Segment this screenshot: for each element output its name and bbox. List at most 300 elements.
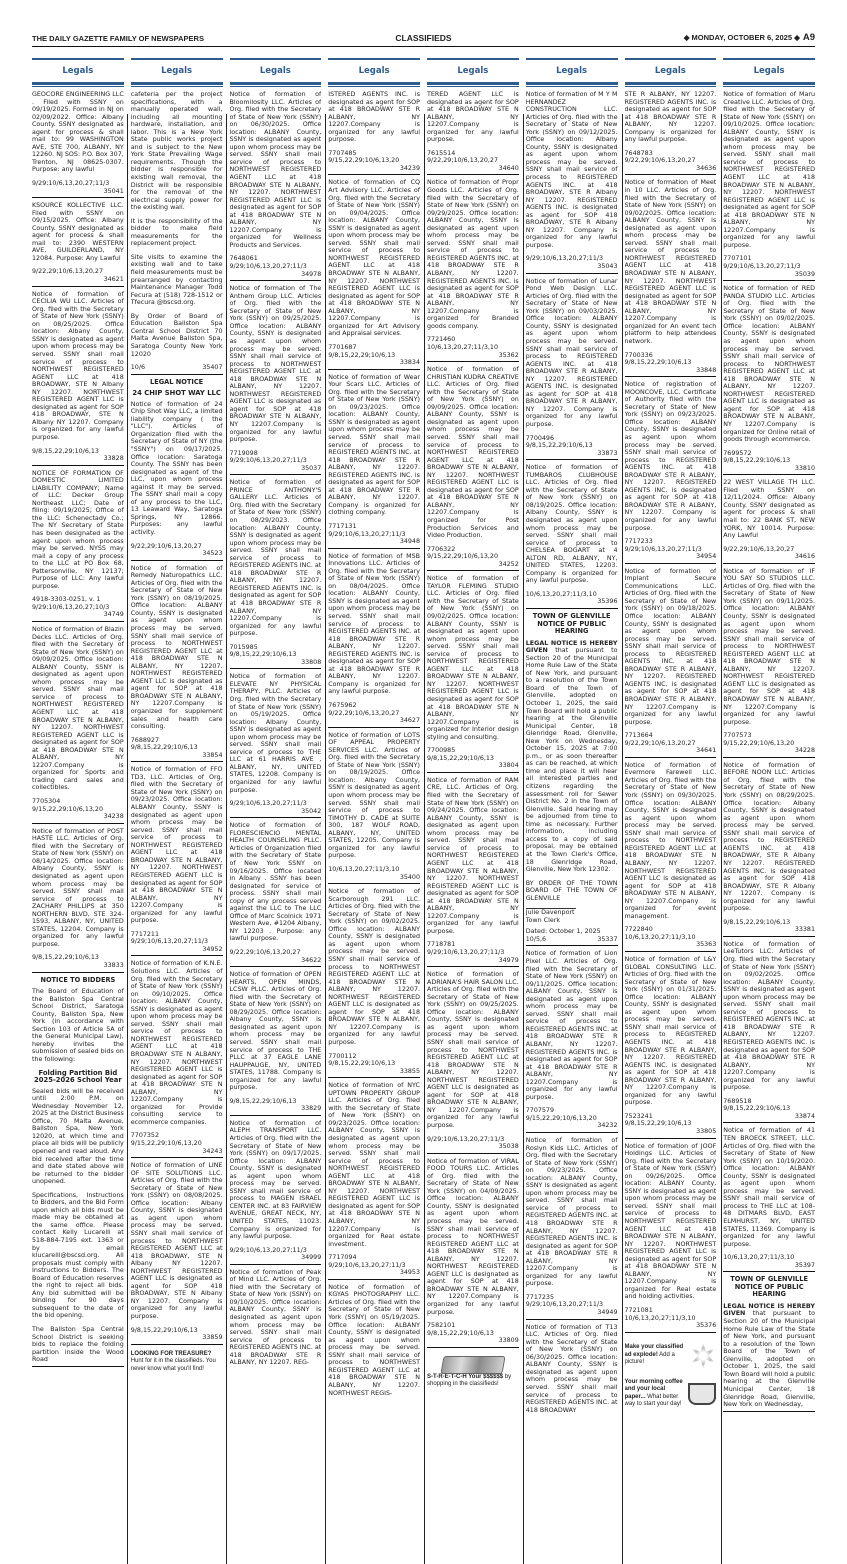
legal-notice	[32, 626, 124, 824]
header-rule	[131, 85, 223, 87]
legal-notice	[230, 285, 322, 475]
notice-title: LEGAL NOTICE	[150, 377, 204, 386]
date-and-page	[684, 32, 815, 43]
dated-line: Dated: October 1, 2025	[525, 928, 601, 936]
header-rule	[625, 85, 717, 87]
notice-body: Notice of formation of RED PANDA STUDIO LLC. Articles of Org. filed with the Secretary of State of New York (SSNY) on 09/02/2025. Office location: ALBANY County, SSNY is designated as agent upon whom process may be served. SSNY shall mail service of process to NORTHWEST REGISTERED AGENT LLC at 418 BROADWAY STE N ALBANY, NY 12207. NORTHWEST REGISTERED AGENT LLC is designated as agent for SOP at 418 BROADWAY STE N ALBANY, NY 12207.Company is organized for Online retail of goods through ecommerce.	[723, 285, 815, 444]
publication-dates: 9/29;10/6,13,20,27;11/3	[624, 545, 702, 553]
notice-body: Notice of formation of BEFORE NOON LLC. Articles of Org. filed with the Secretary of State of New York (SSNY) on 08/29/2025. Office location: Albany County, SSNY is designated as agent upon whom process may be served. SSNY shall mail service of process to REGISTERED AGENTS INC. at 418 BROADWAY, STE R Albany NY 12207. REGISTERED AGENTS INC. is designated as agent for SOP 418 BROADWAY, STE R Albany NY 12207. Company is organized for any lawful purpose.	[723, 761, 815, 913]
publication-dates: 9/22,29;10/6,13,20,27	[624, 739, 696, 747]
starburst-icon	[690, 1343, 716, 1369]
classified-ad	[131, 1351, 223, 1374]
reference-number: 34979	[498, 956, 519, 964]
notice-body: Notice of formation of Blazin Decks LLC. Articles of Org. filed with the Secretary of State of New York (SSNY) on 09/09/2025. Office location: ALBANY County, SSNY is designated as agent upon whom process may be served. SSNY shall mail service of process to NORTHWEST REGISTERED AGENT LLC at 418 BROADWAY STE N ALBANY, NY 12207. NORTHWEST REGISTERED AGENT LLC is designated as agent for SOP at 418 BROADWAY STE N ALBANY, NY 12207.Company is organized for Sports and trading card sales and collectibles.	[32, 626, 124, 792]
notice-subtitle: Folding Partition Bid 2025-2026 School Year	[34, 1068, 122, 1085]
column-divider	[325, 114, 326, 1564]
notice-body: Notice of formation of ALEPH TRANSPORT LLC. Articles of Org. filed with the Secretary of State of New York (SSNY) on 09/17/2025. Office location: ALBANY County, SSNY is designated as agent upon whom process may be served. SSNY shall mail service of process to MAGEN ISRAEL CENTER INC. at 83 FAIRVIEW AVENUE, GREAT NECK, NY, UNITED STATES, 11023. Company is organized for any lawful purpose.	[229, 1119, 322, 1241]
notice-code: 7707579	[525, 1107, 555, 1115]
legal-notice	[328, 374, 420, 549]
notice-code: 7722840	[624, 926, 653, 934]
notice-code: 7717235	[525, 1293, 555, 1301]
reference-number: 34636	[696, 164, 717, 172]
ad-text	[625, 1379, 687, 1409]
legal-notice	[526, 278, 618, 461]
notice-paragraph: Specifications, Instructions to Bidders, and the Bid Form upon which all bids must be made may be obtained at the same office. Please contact Kelly Lucarelli at 518-884-7195 ext. 1363 or by email klucarelli@bscsd.org. All proposals must comply with Instructions to Bidders. The Board of Education reserves the right to reject all bids. Any bid submitted will be binding for 90 days subsequent to the date of the bid opening.	[32, 1191, 124, 1320]
reference-number: 34622	[301, 956, 322, 964]
signer-title: Town Clerk	[525, 916, 561, 924]
notice-code: 7523241	[624, 1112, 653, 1120]
publication-dates: 9/8,15,22,29;10/6,13	[328, 1060, 396, 1068]
reference-number: 35397	[794, 1261, 815, 1269]
publication-dates: 9/8,15,22,29;10/6,13	[229, 651, 297, 659]
reference-number: 33834	[399, 359, 420, 367]
notice-body: Notice of formation of Maru Creative LLC. Articles of Org. filed with the Secretary of State of New York (SSNY) on 09/10/2025. Office location: ALBANY County, SSNY is designated as agent upon whom process may be served. SSNY shall mail service of process to NORTHWEST REGISTERED AGENT LLC at 418 BROADWAY STE N ALBANY, NY 12207. NORTHWEST REGISTERED AGENT LLC is designated as agent for SOP at 418 BROADWAY STE N ALBANY, NY 12207.Company is organized for any lawful purpose.	[723, 91, 815, 249]
column-divider	[622, 114, 623, 1564]
notice-code: 7689518	[723, 1097, 752, 1105]
reference-number: 35376	[696, 1322, 717, 1330]
legal-notice	[526, 950, 618, 1133]
legal-notice	[427, 971, 519, 1154]
legal-notice	[723, 941, 815, 1124]
legal-notice	[230, 479, 322, 669]
reference-number: 34616	[794, 553, 815, 561]
publication-dates: 10/6,13,20,27;11/3,10	[525, 590, 597, 598]
reference-number: 33855	[399, 1067, 420, 1075]
notice-code: 7015985	[229, 643, 258, 651]
notice-code: 7615514	[427, 149, 456, 157]
publication-dates: 9/29;10/6,13,20,27;11/3	[525, 1301, 604, 1309]
notice-body: Notice of formation of Peak of Mind LLC. Articles of Org. filed with the Secretary of State of New York (SSNY) on 09/10/2025. Office location: ALBANY County, SSNY is designated as agent upon whom process may be served. SSNY shall mail service of process to REGISTERED AGENTS INC. at 418 BROADWAY STE R ALBANY, NY 12207. REG-	[229, 1268, 322, 1367]
notice-body: Notice of formation of LOTS OF APPEAL PROPERTY SERVICES LLC. Articles of Org. filed with the Secretary of State of New York (SSNY) on 08/19/2025. Office location: Albany County, SSNY is designated as agent upon whom process may be served. SSNY shall mail service of process to TIMOTHY D. CADE at SUITE 300, 187 WOLF ROAD, ALBANY, NY, UNITED STATES, 12205. Company is organized for any lawful purpose.	[328, 731, 420, 860]
publication-dates: 9/8,15,22,29;10/6,13	[624, 359, 692, 367]
classified-ad	[625, 1343, 717, 1369]
reference-number: 33805	[696, 1128, 717, 1135]
notice-body: Notice of formation of CHRISTIAN KUDRA CREATIVE LLC. Articles of Org. filed with the Secretary of State of New York (SSNY) on 09/09/2025. Office location: ALBANY County, SSNY is designated as agent upon whom process may be served. SSNY shall mail service of process to NORTHWEST REGISTERED AGENT LLC at 418 BROADWAY STE N ALBANY, NY 12207. NORTHWEST REGISTERED AGENT LLC is designated as agent for SOP at 418 BROADWAY STE N ALBANY, NY 12207.Company is organized for Post Production Services and Video Production.	[427, 366, 519, 540]
publication-name: THE DAILY GAZETTE FAMILY OF NEWSPAPERS	[32, 34, 204, 43]
legal-notice	[131, 766, 223, 956]
notice-code: 4918-3303-0251, v. 1	[32, 596, 101, 604]
publication-dates: 9/29;10/6,13,20,27;11/3	[723, 263, 801, 271]
legal-notice	[328, 91, 420, 175]
legals-column	[32, 54, 124, 1514]
legal-notice	[328, 553, 420, 728]
notice-body: Notice of formation of K.N.E. Solutions LLC. Articles of Org. filed with the Secretary of State of New York (SSNY) on 09/10/2025. Office location: ALBANY County, SSNY is designated as agent upon whom process may be served. SSNY shall mail service of process to NORTHWEST REGISTERED AGENT LLC at 418 BROADWAY STE N ALBANY, NY 12207. NORTHWEST REGISTERED AGENT LLC is designated as agent for SOP at 418 BROADWAY STE N ALBANY, NY 12207.Company is organized for Provide consulting service to ecommerce companies.	[130, 960, 223, 1126]
notice-paragraph: The Board of Education of the Ballston Spa Central School District, Saratoga County, Ballston Spa, New York (in accordance with Section 103 of Article 5A of the General Municipal Law), hereby invites the submission of sealed bids on the following:	[32, 988, 124, 1063]
notice-code: 7718781	[427, 941, 456, 949]
publication-dates: 9/22,29;10/6,13,20,27	[723, 545, 795, 553]
publication-dates: 9/8,15,22,29;10/6,13	[427, 1329, 494, 1337]
notice-body: Notice of formation of Remedy Naturopathics LLC. Articles of Org. filed with the Secretary of State of New York (SSNY) on 08/19/2025. Office location: ALBANY County, SSNY is designated as agent upon whom process may be served. SSNY shall mail service of process to NORTHWEST REGISTERED AGENT LLC at 418 BROADWAY STE N ALBANY, NY 12207. NORTHWEST REGISTERED AGENT LLC is designated as agent for SOP at 418 BROADWAY STE N ALBANY, NY 12207.Company is organized for supplement sales and health care consulting.	[130, 564, 223, 731]
notice-code: 7717211	[130, 930, 160, 938]
notice-code: 7582101	[427, 1322, 456, 1330]
publication-dates: 9/15,22,29;10/6,13,20	[427, 553, 498, 561]
legals-column	[723, 54, 815, 1514]
reference-number: 33804	[498, 762, 519, 770]
notice-code: 7648061	[229, 255, 258, 263]
notice-paragraph: By Order of Board of Education Ballston Spa Central School District 70 Malta Avenue Ballston Spa, Saratoga County New York 12020	[130, 312, 223, 358]
notice-code: 7688927	[130, 736, 160, 744]
reference-number: 34640	[498, 164, 519, 172]
column-header: Legals	[625, 58, 717, 85]
ad-headline: Your morning coffee and your local paper...	[624, 1378, 683, 1400]
notice-code: 7675962	[328, 702, 357, 710]
notice-code: 7721460	[427, 336, 456, 344]
page-number: A9	[802, 32, 815, 43]
notice-body: Notice of formation of CECILIA WU LLC. Articles of Org. filed with the Secretary of State of New York (SSNY) on 08/25/2025. Office location: Albany County, SSNY is designated as agent upon whom process may be served. SSNY shall mail service of process to NORTHWEST REGISTERED AGENT LLC at 418 BROADWAY, STE N Albany NY 12207. NORTHWEST REGISTERED AGENT LLC is designated as agent for SOP 418 BROADWAY, STE N Albany NY 12207. Company is organized for any lawful purpose.	[32, 290, 124, 441]
notice-code: 7719098	[229, 449, 258, 457]
notice-body: Notice of formation of RAM CRE, LLC. Articles of Org. filed with the Secretary of State of New York (SSNY) on 09/24/2025. Office location: ALBANY County, SSNY is designated as agent upon whom process may be served. SSNY shall mail service of process to NORTHWEST REGISTERED AGENT LLC at 418 BROADWAY STE N ALBANY, NY 12207. NORTHWEST REGISTERED AGENT LLC is designated as agent for SOP at 418 BROADWAY STE N ALBANY, NY 12207.Company is organized for any lawful purpose.	[427, 776, 519, 935]
notice-body: Notice of formation of LeeTutors LLC. Articles of Org. filed with the Secretary of State of New York (SSNY) on 09/02/2025. Office location: ALBANY County, SSNY is designated as agent upon whom process may be served. SSNY shall mail service of process to REGISTERED AGENTS INC. at 418 BROADWAY STE R ALBANY, NY 12207. REGISTERED AGENTS INC. is designated as agent for SOP at 418 BROADWAY STE R ALBANY, NY 12207.Company is organized for any lawful purpose.	[723, 940, 815, 1092]
legal-notice	[526, 1137, 618, 1320]
notice-body: Notice of formation of MSB Innovations LLC. Articles of Org. filed with the Secretary of State of New York (SSNY) on 08/04/2025. Office location: ALBANY County, SSNY is designated as agent upon whom process may be served. SSNY shall mail service of process to REGISTERED AGENTS INC. at 418 BROADWAY STE R ALBANY, NY 12207. REGISTERED AGENTS INC. is designated as agent for SOP at 418 BROADWAY STE R ALBANY, NY 12207. Company is organized for any lawful purpose.	[328, 552, 420, 696]
publication-dates: 9/29;10/6,13,20,27;11/3	[427, 1135, 505, 1143]
legal-notice	[131, 565, 223, 763]
notice-body: GEOCORE ENGINEERING LLC . Filed with SSNY on 09/19/2025. Formed in NJ on 02/09/2022. Office: Albany County. SSNY designated as agent for process & shall mail to: 99 WASHINGTON AVE, STE 700, ALBANY, NY 12260. NJ SOS: P.O. Box 307, Trenton, NJ 08625-0307. Purpose: any lawful	[32, 91, 124, 174]
legal-notice	[32, 291, 124, 466]
notice-body: Notice of formation of Implant Secure Communications LLC. Articles of Org. filed with the Secretary of State of New York (SSNY) on 09/18/2025. Office location: ALBANY County, SSNY is designated as agent upon whom process may be served. SSNY shall mail service of process to REGISTERED AGENTS INC. at 418 BROADWAY STE R ALBANY, NY 12207. REGISTERED AGENTS INC. is designated as agent for SOP at 418 BROADWAY STE R ALBANY, NY 12207.Company is organized for any lawful purpose.	[624, 567, 717, 726]
legal-notice	[723, 91, 815, 281]
reference-number: 34238	[103, 813, 124, 821]
notice-paragraph: Site visits to examine the existing wall and to take field measurements must be prearranged by contacting Maintenance Manager Todd Fecura at (518) 728-1512 or Tfecura @bscsd.org.	[130, 253, 223, 307]
publication-dates: 9/8,15,22,29;10/6,13	[723, 918, 791, 926]
notice-text: that pursuant to Section 20 of the Municipal Home Rule Law of the State of New York, and pursuant to a resolution of the Town Board of the Town of Glenville, adopted on October 1, 2025, the said Town Board will hold a public hearing at the Glenville Municipal Center, 18 Glenridge Road, Glenville, New York on Wednesday,	[723, 1310, 815, 1409]
reference-number: 34999	[301, 1254, 322, 1262]
ad-text	[427, 1374, 519, 1389]
publication-dates: 9/29;10/6,13,20,27;11/3	[130, 938, 209, 946]
legal-notice	[32, 828, 124, 973]
publication-dates: 9/15,22,29;10/6,13,20	[328, 157, 400, 165]
publication-dates: 9/29;10/6,13,20,27;11/3	[229, 457, 307, 465]
reference-number: 35362	[498, 351, 519, 359]
reference-number: 34232	[597, 1122, 618, 1130]
legal-notice	[427, 575, 519, 773]
column-divider	[226, 114, 227, 1564]
publication-dates: 10/6,13,20,27;11/3,10	[427, 343, 498, 351]
reference-number: 33833	[103, 961, 124, 969]
ad-body: What better way to start your day!	[624, 1393, 682, 1408]
coffee-cup-icon	[688, 1383, 716, 1405]
legal-notice	[625, 1143, 717, 1333]
notice-body: Notice of formation of FLORESCIENCIO MENTAL HEALTH COUNSELING PLLC. Articles of Organization filed with the Secretary of State of New York SSNY on 09/16/2025. Office located in Albany . SSNY has been designated for service of process. SSNY shall mail copy of any process served against the LLC to The LLC Office of Marc Scolnick 1971 Western Ave, #1204 Albany, NY 12203 . Purpose: any lawful purpose.	[229, 822, 322, 943]
publication-dates: 10/6,13,20,27;11/3,10	[624, 1314, 696, 1322]
legals-column	[526, 54, 618, 1514]
reference-number: 34621	[103, 276, 124, 284]
notice-body: Notice of formation of Meet in 10 LLC. Articles of Org. filed with the Secretary of State of New York (SSNY) on 09/02/2025. Office location: ALBANY County, SSNY is designated as agent upon whom process may be served. SSNY shall mail service of process to NORTHWEST REGISTERED AGENT LLC at 418 BROADWAY STE N ALBANY, NY 12207. NORTHWEST REGISTERED AGENT LLC is designated as agent for SOP at 418 BROADWAY STE N ALBANY, NY 12207.Company is organized for An event tech platform to help attendees network.	[624, 179, 717, 345]
ad-text	[625, 1344, 687, 1367]
legal-notice	[32, 470, 124, 622]
notice-body: KSOURCE KOLLECTIVE LLC. Filed with SSNY on 09/15/2025. Office: Albany County. SSNY designated as agent for process & shall mail to: 2390 WESTERN AVE, GUILDERLAND, NY 12084. Purpose: Any Lawful	[32, 202, 124, 262]
notice-code: 7700112	[328, 1052, 357, 1060]
reference-number: 34949	[597, 1309, 618, 1317]
notice-body: Notice of formation of The Anthem Group LLC. Articles of Org. filed with the Secretary of State of New York (SSNY) on 09/25/2025. Office location: ALBANY County, SSNY is designated as agent upon whom process may be served. SSNY shall mail service of process to NORTHWEST REGISTERED AGENT LLC at 418 BROADWAY STE N ALBANY, NY 12207. NORTHWEST REGISTERED AGENT LLC is designated as agent for SOP at 418 BROADWAY STE N ALBANY, NY 12207.Company is organized for any lawful purpose.	[229, 285, 322, 444]
publication-dates: 9/15,22,29;10/6,13,20	[32, 805, 103, 813]
header-rule	[328, 85, 420, 87]
header-rule	[230, 85, 322, 87]
notice-body: STE R ALBANY, NY 12207. REGISTERED AGENTS INC. is designated as agent for SOP at 418 BROADWAY STE R ALBANY, NY 12207. Company is organized for any lawful purpose.	[624, 91, 717, 144]
reference-number: 35041	[103, 187, 124, 195]
reference-number: 34948	[399, 538, 420, 546]
publication-dates: 9/29;10/6,13,20,27;11/3	[32, 180, 110, 188]
reference-number: 35039	[794, 270, 815, 278]
reference-number: 34953	[399, 1269, 420, 1277]
publication-dates: 9/29;10/6,13,20,27;11/3	[229, 1246, 307, 1254]
legals-column	[230, 54, 322, 1514]
header-rule	[32, 85, 124, 87]
reference-number: 35396	[597, 598, 618, 606]
notice-code: 7717233	[624, 538, 653, 546]
reference-number: 34952	[202, 945, 223, 953]
notice-code: 7701687	[328, 343, 357, 351]
notice-body: Notice of formation of Scarborough 291 LLC. Articles of Org. filed with the Secretary of State of New York (SSNY) on 09/02/2025. Office location: ALBANY County, SSNY is designated as agent upon whom process may be served. SSNY shall mail service of process to NORTHWEST REGISTERED AGENT LLC at 418 BROADWAY STE N ALBANY, NY 12207. NORTHWEST REGISTERED AGENT LLC is designated as agent for SOP at 418 BROADWAY STE N ALBANY, NY 12207.Company is organized for any lawful purpose.	[328, 888, 420, 1046]
notice-body: Notice of formation of FFO TD3, LLC. Articles of Org. filed with the Secretary of State of New York (SSNY) on 09/23/2025. Office location: ALBANY County, SSNY is designated as agent upon whom process may be served. SSNY shall mail service of process to NORTHWEST REGISTERED AGENT LLC at 418 BROADWAY STE N ALBANY, NY 12207. NORTHWEST REGISTERED AGENT LLC is designated as agent for SOP at 418 BROADWAY STE N ALBANY, NY 12207.Company is organized for any lawful purpose.	[130, 766, 223, 925]
notice-code: 7700336	[624, 351, 653, 359]
legal-notice	[723, 285, 815, 475]
legal-notice	[427, 366, 519, 571]
legal-notice	[328, 732, 420, 884]
notice-code: 7707485	[328, 149, 357, 157]
publication-dates: 9/29;10/6,13,20,27;11/3	[525, 255, 604, 263]
notice-body: Notice of formation of PRINCE ANTHONY'S GALLERY LLC. Articles of Org. filed with the Secretary of State of New York (SSNY) on 08/29/2023. Office location: ALBANY County, SSNY is designated as agent upon whom process may be served. SSNY shall mail service of process to REGISTERED AGENTS INC. at 418 BROADWAY STE R ALBANY, NY 12207. REGISTERED AGENTS INC. is designated as agent for SOP at 418 BROADWAY STE R ALBANY, NY 12207.Company is organized for any lawful purpose.	[229, 479, 322, 638]
notice-paragraph: The Ballston Spa Central School District is seeking bids to replace the folding partition inside the Wood Road	[32, 1326, 124, 1364]
reference-number: 33873	[597, 449, 618, 457]
legal-notice	[526, 464, 618, 609]
legal-notice	[328, 1284, 420, 1399]
publication-dates: 10/6,13,20,27;11/3,10	[328, 865, 400, 873]
notice-footer	[526, 936, 618, 944]
publication-dates: 9/22,29;10/6,13,20,27	[32, 268, 103, 276]
notice-body: Notice of formation of Bloomilosity LLC. Articles of Org. filed with the Secretary of State of New York (SSNY) on 06/30/2025. Office location: ALBANY County, SSNY is designated as agent upon whom process may be served. SSNY shall mail service of process to NORTHWEST REGISTERED AGENT LLC at 418 BROADWAY STE N ALBANY, NY 12207. NORTHWEST REGISTERED AGENT LLC is designated as agent for SOP at 418 BROADWAY STE N ALBANY, NY 12207.Company is organized for Wellness Products and Services.	[229, 91, 322, 249]
notice-code: 7706322	[427, 545, 456, 553]
legal-notice	[625, 568, 717, 758]
legal-notice	[230, 1120, 322, 1265]
column-header: Legals	[526, 58, 618, 85]
publication-dates: 9/8,15,22,29;10/6,13	[723, 457, 791, 465]
reference-number: 35363	[696, 941, 717, 949]
notice-body: Notice of formation of Propr Goods LLC. Articles of Org. filed with the Secretary of State of New York (SSNY) on 09/29/2025. Office location: ALBANY County, SSNY is designated as agent upon whom process may be served. SSNY shall mail service of process to REGISTERED AGENTS INC. at 418 BROADWAY STE R ALBANY, NY 12207. REGISTERED AGENTS INC. is designated as agent for SOP at 418 BROADWAY STE R ALBANY, NY 12207.Company is organized for Branded goods company.	[427, 179, 519, 330]
publication-dates: 9/29;10/6,13,20,27;11/3	[328, 530, 406, 538]
publication-dates: 9/15,22,29;10/6,13,20	[525, 1114, 597, 1122]
notice-code: 7700496	[525, 434, 555, 442]
notice-body: Notice of formation of M Y M HERNANDEZ CONSTRUCTION LLC. Articles of Org. filed with the Secretary of State of New York (SSNY) on 09/12/2025. Office location: Albany County, SSNY is designated as agent upon whom process may be served. SSNY shall mail service of process to REGISTERED AGENTS INC. at 418 BROADWAY, STE R Albany NY 12207. REGISTERED AGENTS INC. is designated as agent for SOP 418 BROADWAY, STE R Albany NY 12207. Company is organized for any lawful purpose.	[525, 91, 618, 249]
ad-headline: Make your classified ad explode!	[624, 1344, 684, 1358]
publication-dates: 9/22,29;10/6,13,20,27	[130, 542, 202, 550]
dollar-bill-icon	[427, 1356, 519, 1374]
notice-body: Notice of formation of IF YOU SAY SO STUDIOS LLC. Articles of Org. filed with the Secretary of State of New York (SSNY) on 09/11/2025. Office location: ALBANY County, SSNY is designated as agent upon whom process may be served. SSNY shall mail service of process to NORTHWEST REGISTERED AGENT LLC at 418 BROADWAY STE N ALBANY, NY 12207. NORTHWEST REGISTERED AGENT LLC is designated as agent for SOP at 418 BROADWAY STE N ALBANY, NY 12207.Company is organized for any lawful purpose.	[723, 567, 815, 726]
legal-notice	[625, 762, 717, 952]
notice-body: Notice of formation of POST HASTE LLC. Articles of Org. filed with the Secretary of State of New York (SSNY) on 08/14/2025. Office location: Albany County, SSNY is designated as agent upon whom process may be served. SSNY shall mail service of process to ZACHARY PHILLIPS at 350 NORTHERN BLVD, STE 324-1593, ALBANY, NY, UNITED STATES, 12204. Company is organized for any lawful purpose.	[32, 827, 124, 948]
notice-code: 7705304	[32, 798, 61, 806]
notice-body: Notice of formation of Lion Pixel LLC. Articles of Org. filed with the Secretary of State of New York (SSNY) on 09/11/2025. Office location: ALBANY County, SSNY is designated as agent upon whom process may be served. SSNY shall mail service of process to REGISTERED AGENTS INC. at 418 BROADWAY STE R ALBANY, NY 12207. REGISTERED AGENTS INC. is designated as agent for SOP at 418 BROADWAY STE R ALBANY, NY 12207.Company is organized for any lawful purpose.	[525, 950, 618, 1101]
legals-columns	[32, 54, 822, 1514]
legal-notice	[625, 381, 717, 564]
ad-headline: LOOKING FOR TREASURE?	[130, 1350, 212, 1357]
publication-dates: 9/29;10/6,13,20,27;11/3	[427, 948, 505, 956]
reference-number: 33859	[202, 1334, 223, 1342]
issue-date: ◆ MONDAY, OCTOBER 6, 2025 ◆	[683, 33, 800, 42]
reference-number: 35038	[498, 1143, 519, 1151]
publication-dates: 9/29;10/6,13,20,27;10/3	[32, 603, 110, 611]
notice-code: 7707101	[723, 255, 752, 263]
reference-number: 33808	[301, 658, 322, 666]
publication-dates: 9/8,15,22,29;10/6,13	[130, 744, 198, 752]
notice-body: Notice of formation of JOOF Holdings LLC. Articles of Org. filed with the Secretary of State of New York (SSNY) on 09/26/2025. Office location: ALBANY County, SSNY is designated as agent upon whom process may be served. SSNY shall mail service of process to NORTHWEST REGISTERED AGENT LLC at 418 BROADWAY STE N ALBANY, NY 12207. NORTHWEST REGISTERED AGENT LLC is designated as agent for SOP at 418 BROADWAY STE N ALBANY, NY 12207.Company is organized for Real estate and holding activities.	[624, 1142, 717, 1301]
notice-body: Notice of formation of L&Y GLOBAL CONSULTING LLC. Articles of Org. filed with the Secretary of State of New York (SSNY) on 01/31/2025. Office location: ALBANY County, SSNY is designated as agent upon whom process may be served. SSNY shall mail service of process to REGISTERED AGENTS INC. at 418 BROADWAY STE R ALBANY, NY 12207. REGISTERED AGENTS INC. is designated as agent for SOP at 418 BROADWAY STE R ALBANY, NY 12207.Company is organized for any lawful purpose.	[624, 955, 717, 1107]
notice-code: 7721081	[624, 1307, 653, 1315]
column-divider	[424, 114, 425, 1564]
legal-notice	[723, 762, 815, 937]
notice-code: 7717131	[328, 522, 357, 530]
reference-number: 34641	[696, 747, 717, 755]
notice-body: Notice of formation of Evermore Farewell LLC. Articles of Org. filed with the Secretary of State of New York (SSNY) on 09/30/2025. Office location: ALBANY County, SSNY is designated as agent upon whom process may be served. SSNY shall mail service of process to NORTHWEST REGISTERED AGENT LLC at 418 BROADWAY STE N ALBANY, NY 12207. NORTHWEST REGISTERED AGENT LLC is designated as agent for SOP at 418 BROADWAY STE N ALBANY, NY 12207.Company is organized for event management.	[624, 761, 717, 920]
legal-notice	[131, 379, 223, 561]
reference-number: 34252	[498, 560, 519, 568]
notice-body: Notice of formation of OPEN HEARTS, OPEN MINDS, LCSW PLLC. Articles of Org. filed with the Secretary of State of New York (SSNY) on 08/29/2025. Office location: Albany County, SSNY is designated as agent upon whom process may be served. SSNY shall mail service of process to THE PLLC at 37 EAGLE LANE HAUPPAUGE, NY, UNITED STATES, 11788. Company is organized for any lawful purpose.	[229, 971, 322, 1092]
notice-body: Notice of formation of KGYAS PHOTOGRAPHY LLC. Articles of Org. filed with the Secretary of State of New York (SSNY) on 05/19/2025. Office location: ALBANY County, SSNY is designated as agent upon whom process may be served. SSNY shall mail service of process to NORTHWEST REGISTERED AGENT LLC at 418 BROADWAY STE N ALBANY, NY 12207. NORTHWEST REGIS-	[328, 1283, 420, 1397]
reference-number: 34978	[301, 270, 322, 278]
legal-notice	[328, 1082, 420, 1280]
legal-notice	[427, 777, 519, 967]
publication-dates: 9/8,15,22,29;10/6,13	[427, 754, 494, 762]
legal-notice	[526, 1324, 618, 1417]
notice-body: Notice of formation of TAYLOR FLEMING STUDIO LLC. Articles of Org. filed with the Secretary of State of New York (SSNY) on 09/02/2025. Office location: ALBANY County, SSNY is designated as agent upon whom process may be served. SSNY shall mail service of process to NORTHWEST REGISTERED AGENT LLC at 418 BROADWAY STE N ALBANY, NY 12207. NORTHWEST REGISTERED AGENT LLC is designated as agent for SOP at 418 BROADWAY STE N ALBANY, NY 12207.Company is organized for Interior design styling and consulting.	[427, 575, 519, 741]
reference-number: 33809	[498, 1337, 519, 1345]
notice-code: 7707573	[723, 732, 752, 740]
ad-text	[131, 1351, 223, 1374]
reference-number: 34523	[202, 550, 223, 558]
reference-number: 34749	[103, 611, 124, 619]
dollar-bill-image	[440, 1356, 505, 1374]
legal-notice	[723, 479, 815, 563]
column-header: Legals	[328, 58, 420, 85]
legal-notice	[32, 977, 124, 1367]
masthead	[32, 28, 815, 47]
legal-notice	[328, 888, 420, 1078]
notice-code: 7700985	[427, 747, 456, 755]
reference-number: 34627	[399, 717, 420, 725]
legals-column	[131, 54, 223, 1514]
reference-number: 34239	[399, 164, 420, 172]
legal-notice	[131, 91, 223, 375]
notice-body: Notice of formation of 41 TEN BROECK STREET, LLC. Articles of Org. filed with the Secretary of State of New York (SSNY) on 10/19/2020. Office location: ALBANY County, SSNY is designated as agent upon whom process may be served. SSNY shall mail service of process to THE LLC at 108-48 DITMARS BLVD, EAST ELMHURST, NY, UNITED STATES, 11369. Company is organized for any lawful purpose.	[723, 1127, 815, 1248]
publication-dates: 10/5,6	[525, 935, 547, 943]
legal-notice	[526, 613, 618, 946]
notice-body: Notice of formation of ELEVATE NY PHYSICAL THERAPY, PLLC. Articles of Org. filed with the Secretary of State of New York (SSNY) on 05/19/2025. Office location: Albany County, SSNY is designated as agent upon whom process may be served. SSNY shall mail service of process to THE LLC at 61 HARRIS AVE , ALBANY, NY, UNITED STATES, 12208. Company is organized for any lawful purpose.	[229, 673, 322, 794]
reference-number: 33829	[301, 1105, 322, 1113]
legal-notice	[427, 1158, 519, 1348]
notice-body: Notice of formation of Roslyn Kids LLC. Articles of Org. filed with the Secretary of State of New York (SSNY) on 09/23/2025. Office location: ALBANY County, SSNY is designated as agent upon whom process may be served. SSNY shall mail service of process to REGISTERED AGENTS INC. at 418 BROADWAY STE R ALBANY, NY 12207. REGISTERED AGENTS INC. is designated as agent for SOP at 418 BROADWAY STE R ALBANY, NY 12207.Company is organized for any lawful purpose.	[525, 1137, 618, 1288]
publication-dates: 10/6,13,20,27;11/3,10	[624, 933, 696, 941]
legal-notice	[230, 1269, 322, 1369]
notice-body: 22 WEST VILLAGE TH LLC. Filed with SSNY on 12/11/2024. Office: Albany County. SSNY designated as agent for process & shall mail to: 22 BANK ST, NEW YORK, NY 10014. Purpose: Any Lawful	[723, 479, 815, 540]
reference-number: 33874	[794, 1112, 815, 1120]
notice-body	[526, 640, 618, 874]
notice-paragraph: Sealed bids will be received until 2:00 P.M. on Wednesday November 12, 2025 at the District Business Office, 70 Malta Avenue, Ballston Spa, New York 12020, at which time and place all bids will be publicly opened and read aloud. Any bid received after the time and date stated above will be returned to the bidder unopened.	[32, 1087, 124, 1186]
legal-notice	[230, 971, 322, 1116]
notice-title: TOWN OF GLENVILLE NOTICE OF PUBLIC HEARING	[532, 612, 611, 636]
notice-text: that pursuant to Section 20 of the Municipal Home Rule Law of the State of New York, and pursuant to a resolution of the Town Board of the Town of Glenville, adopted on October 1, 2025, the said Town Board will hold a public hearing at the Glenville Municipal Center, 18 Glenridge Road, Glenville, New York on Wednesday, October 15, 2025 at 7:00 p.m., or as soon thereafter as can be reached, at which time and place it will hear all interested parties and citizens regarding the assessment roll for Sewer District No. 2 in the Town of Glenville. Said hearing may be adjourned from time to time as necessary. Further information, including access to a copy of said proposal, may be obtained at the Town Clerk's Office, 18 Glenridge Road, Glenville, New York 12302.	[525, 647, 618, 874]
section-title: CLASSIFIEDS	[395, 33, 452, 43]
notice-body: TERED AGENT LLC is designated as agent for SOP at 418 BROADWAY STE N ALBANY, NY 12207.Company is organized for any lawful purpose.	[427, 91, 519, 144]
legals-column	[328, 54, 420, 1514]
legal-notice	[723, 1276, 815, 1411]
reference-number: 34954	[696, 553, 717, 561]
notice-body: Notice of formation of CQ Art Advisory LLC. Articles of Org. filed with the Secretary of State of New York (SSNY) on 09/04/2025. Office location: ALBANY County, SSNY is designated as agent upon whom process may be served. SSNY shall mail service of process to NORTHWEST REGISTERED AGENT LLC at 418 BROADWAY STE N ALBANY, NY 12207. NORTHWEST REGISTERED AGENT LLC is designated as agent for SOP at 418 BROADWAY STE N ALBANY, NY 12207.Company is organized for Art Advisory and Appraisal services.	[328, 179, 420, 338]
reference-number: 35043	[597, 263, 618, 271]
legal-notice	[230, 91, 322, 281]
notice-code: 7713664	[624, 732, 653, 740]
header-rule	[526, 85, 618, 87]
column-header: Legals	[427, 58, 519, 85]
legal-notice	[230, 673, 322, 818]
reference-number: 34228	[794, 747, 815, 755]
publication-dates: 9/29;10/6,13,20,27;11/3	[229, 263, 307, 271]
notice-code: 7717094	[328, 1254, 357, 1262]
notice-body: Notice of formation of Wear Your Scars LLC. Articles of Org. filed with the Secretary of State of New York (SSNY) on 09/23/2025. Office location: ALBANY County, SSNY is designated as agent upon whom process may be served. SSNY shall mail service of process to REGISTERED AGENTS INC. at 418 BROADWAY STE R ALBANY, NY 12207. REGISTERED AGENTS INC. is designated as agent for SOP at 418 BROADWAY STE R ALBANY, NY 12207. Company is organized for clothing company.	[328, 373, 420, 517]
notice-body: ISTERED AGENTS INC. is designated as agent for SOP at 418 BROADWAY STE R ALBANY, NY 12207.Company is organized for any lawful purpose.	[328, 91, 420, 144]
legal-notice	[625, 956, 717, 1139]
column-divider	[127, 114, 128, 1564]
publication-dates: 9/15,22,29;10/6,13,20	[723, 739, 795, 747]
publication-dates: 9/8,15,22,29;10/6,13	[328, 351, 396, 359]
reference-number: 35400	[399, 873, 420, 881]
notice-title: NOTICE TO BIDDERS	[40, 975, 116, 984]
publication-dates: 9/22,29;10/6,13,20,27	[427, 157, 498, 165]
legal-notice	[32, 91, 124, 198]
notice-body: Notice of formation of LINE OF SITE SOLUTIONS LLC. Articles of Org. filed with the Secretary of State of New York (SSNY) on 08/08/2025. Office location: Albany County, SSNY is designated as agent upon whom process may be served. SSNY shall mail service of process to NORTHWEST REGISTERED AGENT LLC at 418 BROADWAY, STE N Albany NY 12207. NORTHWEST REGISTERED AGENT LLC is designated as agent for SOP 418 BROADWAY, STE N Albany NY 12207. Company is organized for any lawful purpose.	[130, 1162, 223, 1321]
notice-body: Notice of formation of 24 Chip Shot Way LLC, a limited liability company ( the "LLC"). Articles of Organization filed with the Secretary of State of NY (the "SSNY") on 09/17/2025. Office location: Saratoga County. The SSNY has been designated as agent of the LLC, upon whom process against it may be served. The SSNY shall mail a copy of any process to the LLC, 13 Leaward Way, Saratoga Springs, NY 12866. Purposes: any lawful activity.	[130, 400, 223, 536]
legal-notice	[723, 1127, 815, 1272]
legal-notice	[32, 202, 124, 286]
legal-notice	[427, 179, 519, 362]
ad-body: Add a picture!	[624, 1351, 675, 1366]
notice-code: 7648783	[624, 149, 653, 157]
header-rule	[723, 85, 815, 87]
publication-dates: 9/8,15,22,29;10/6,13	[130, 1326, 198, 1334]
ad-body: by shopping in the classifieds!	[427, 1373, 512, 1388]
legal-notice	[427, 91, 519, 175]
notice-code: 7699572	[723, 449, 752, 457]
reference-number: 35037	[301, 464, 322, 472]
notice-body: Notice of formation of T13 LLC. Articles of Org. filed with the Secretary of State of New York (SSNY) on 06/30/2025. Office location: ALBANY County, SSNY is designated as agent upon whom process may be served. SSNY shall mail service of process to REGISTERED AGENTS INC. at 418 BROADWAY	[525, 1323, 618, 1414]
notice-body: NOTICE OF FORMATION OF DOMESTIC LIMITED LIABILITY COMPANY; Name of LLC: Decker Group Northeast LLC; Date of filing: 09/19/2025; Office of the LLC: Schenectady Co.; The NY Secretary of State has been designated as the agent upon whom process may be served. NYSS may mail a copy of any process to the LLC at PO Box 68, Pattersonville, NY 12137; Purpose of LLC: Any lawful purpose.	[32, 469, 124, 590]
publication-dates: 9/8,15,22,29;10/6,13	[32, 447, 99, 455]
column-header: Legals	[32, 58, 124, 85]
legal-notice	[131, 1162, 223, 1345]
publication-dates: 9/15,22,29;10/6,13,20	[130, 1140, 202, 1147]
publication-dates: 9/22,29;10/6,13,20,27	[328, 709, 400, 717]
column-header: Legals	[230, 58, 322, 85]
column-divider	[721, 114, 722, 1564]
publication-dates: 10/6,13,20,27;11/3,10	[723, 1254, 795, 1262]
ad-body: Hunt for it in the classifieds. You never know what you'll find!	[130, 1358, 216, 1372]
signer-name: Julie Davenport	[525, 909, 575, 917]
legal-notice	[625, 179, 717, 377]
reference-number: 33828	[103, 455, 124, 463]
notice-footer	[131, 364, 223, 372]
publication-dates: 9/8,15,22,29;10/6,13	[525, 442, 593, 450]
column-header: Legals	[723, 58, 815, 85]
classified-ad	[427, 1356, 519, 1389]
legals-column	[427, 54, 519, 1514]
reference-number: 33381	[794, 926, 815, 934]
legal-notice	[526, 91, 618, 274]
publication-dates: 9/8,15,22,29;10/6,13	[624, 1120, 692, 1128]
reference-number: 33854	[202, 751, 223, 759]
publication-dates: 9/22,29;10/6,13,20,27	[229, 948, 301, 956]
legals-column	[625, 54, 717, 1514]
notice-code: 7707352	[130, 1132, 160, 1140]
legal-notice	[230, 822, 322, 967]
